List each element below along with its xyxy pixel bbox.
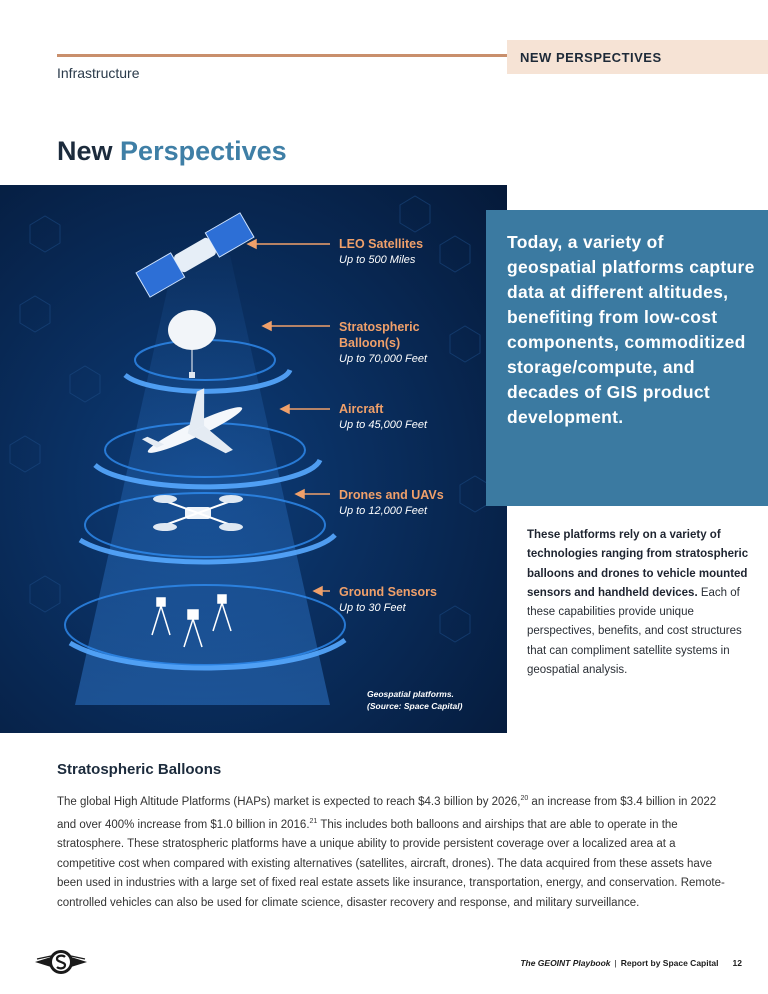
callout-box [486, 210, 768, 506]
figure-caption-line1: Geospatial platforms. [367, 689, 454, 699]
page-footer [520, 958, 742, 968]
label-balloon-altitude: Up to 70,000 Feet [339, 353, 428, 365]
footer-publication: The GEOINT Playbook [520, 958, 611, 968]
label-balloon-line1: Stratospheric [339, 320, 420, 334]
callout-text: Today, a variety of geospatial platforms capture data at different altitudes, benefiting from low-cost components, commoditized storage/compute, and decades of GIS product development. [507, 232, 755, 427]
section-heading: Stratospheric Balloons [57, 761, 222, 778]
label-leo-satellites: LEO Satellites [339, 237, 424, 251]
platforms-illustration [0, 185, 507, 733]
label-aircraft: Aircraft [339, 402, 384, 416]
figure-caption-line2: (Source: Space Capital) [367, 701, 463, 711]
label-ground-sensors: Ground Sensors [339, 585, 437, 599]
section-tab-label: NEW PERSPECTIVES [520, 50, 662, 65]
side-paragraph [527, 526, 752, 680]
section-body [57, 789, 725, 913]
body-part3: This includes both balloons and airships that are able to operate in the stratosphere. These stratospheric platforms have a unique ability to provide persistent coverage over a localized area at a competitive cost when compared with existing alternatives (satellites, aircraft, drones). The data acquired from these assets have been used in industries with a large set of fixed real estate assets like insurance, transportation, energy, and conservation. Remote-controlled vehicles can also be used for climate science, disaster recovery and response, and military surveillance. [57, 819, 725, 909]
label-drones: Drones and UAVs [339, 488, 444, 502]
label-drones-altitude: Up to 12,000 Feet [339, 505, 428, 517]
page-title [57, 136, 287, 167]
label-balloon-line2: Balloon(s) [339, 336, 401, 350]
platforms-figure [0, 185, 507, 733]
section-label: Infrastructure [57, 65, 140, 81]
side-paragraph-bold: These platforms rely on a variety of technologies ranging from stratospheric balloons and drones to vehicle mounted sensors and handheld devices. [527, 529, 749, 599]
label-leo-altitude: Up to 500 Miles [339, 254, 416, 266]
footer-report: Report by Space Capital [620, 958, 719, 968]
space-capital-logo-icon [33, 947, 89, 977]
footer-separator: | [614, 958, 617, 968]
footnote-ref-20: 20 [520, 795, 529, 802]
side-paragraph-rest: Each of these capabilities provide unique perspectives, benefits, and cost structures that can compliment satellite systems in geospatial analysis. [527, 586, 742, 677]
page-title-part1: New [57, 136, 113, 166]
body-part1: The global High Altitude Platforms (HAPs) market is expected to reach $4.3 billion by 2026, [57, 795, 521, 808]
footnote-ref-21: 21 [309, 818, 318, 826]
page-title-part2: Perspectives [120, 136, 287, 166]
page-number: 12 [732, 958, 742, 968]
section-tab [507, 40, 768, 74]
label-ground-altitude: Up to 30 Feet [339, 602, 406, 614]
body-part2: an increase from $3.4 billion in 2022 and over 400% increase from $1.0 billion in 2016. [57, 795, 717, 832]
label-aircraft-altitude: Up to 45,000 Feet [339, 419, 428, 431]
header-rule [57, 54, 507, 57]
